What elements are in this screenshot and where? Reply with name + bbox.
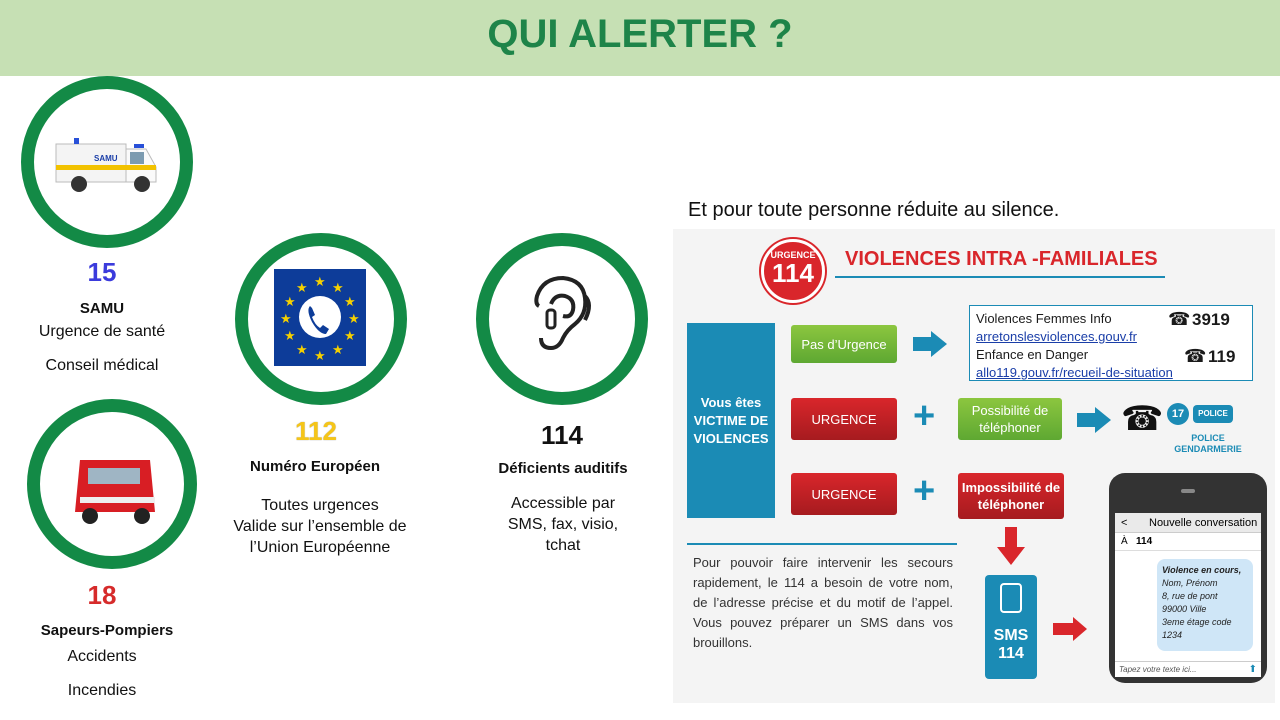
recipient-number: 114 — [1136, 536, 1153, 547]
infographic-heading: VIOLENCES INTRA -FAMILIALES — [845, 248, 1158, 270]
explain-text: Pour pouvoir faire intervenir les secours rapidement, le 114 a besoin de votre nom, de l’adresse précise et du motif de l’appel. Vous pouvez préparer un SMS dans vos brouillons. — [693, 555, 953, 650]
vfi-label: Violences Femmes Info — [976, 311, 1112, 326]
sms-line5: 1234 — [1162, 630, 1183, 640]
fire-truck-icon — [40, 412, 184, 556]
pompiers-label: Sapeurs-Pompiers — [40, 622, 174, 639]
plus-icon-1: + — [913, 395, 936, 437]
svg-text:★: ★ — [284, 295, 296, 310]
svg-text:★: ★ — [332, 281, 344, 296]
pompiers-number: 18 — [87, 580, 117, 610]
sms-line1: Nom, Prénom — [1162, 578, 1218, 588]
police-car-icon: POLICE — [1193, 405, 1233, 423]
eu-phone-icon — [248, 246, 394, 392]
svg-text:★: ★ — [344, 295, 356, 310]
message-input[interactable]: Tapez votre texte ici... — [1115, 661, 1261, 677]
phone-icon-3919: ☎ — [1168, 309, 1191, 329]
recipient-prefix: À — [1121, 536, 1128, 547]
svg-text:★: ★ — [284, 329, 296, 344]
sms-line4: 3eme étage code — [1162, 617, 1232, 627]
sourds-line2: SMS, fax, visio, — [507, 516, 619, 533]
sms-icon — [1000, 583, 1022, 613]
sms-bubble — [1157, 559, 1253, 651]
phone-call-icon: ☎ — [1121, 400, 1164, 438]
pompiers-line1: Accidents — [67, 648, 137, 665]
svg-text:★: ★ — [344, 329, 356, 344]
urgence-box-1: URGENCE — [791, 398, 897, 440]
sms-number: 114 — [998, 645, 1024, 662]
plus-icon-2: + — [913, 470, 936, 512]
svg-text:★: ★ — [314, 275, 326, 290]
phone-icon-119: ☎ — [1184, 346, 1207, 366]
intro-text: Et pour toute personne réduite au silence. — [688, 199, 1060, 221]
samu-label: SAMU — [79, 300, 125, 317]
phone-screen — [1115, 513, 1261, 677]
samu-line2: Conseil médical — [45, 357, 159, 374]
sms-label: SMS — [993, 627, 1029, 644]
police-label: POLICE GENDARMERIE — [1174, 433, 1242, 454]
ear-icon — [489, 246, 635, 392]
pompiers-line2: Incendies — [67, 682, 137, 699]
arrow-head-3 — [1073, 617, 1087, 641]
urgence-box-2: URGENCE — [791, 473, 897, 515]
svg-text:★: ★ — [314, 349, 326, 364]
pompiers-circle — [27, 399, 197, 569]
arrow-down-head — [997, 547, 1025, 565]
arrow-head-2 — [1095, 407, 1111, 433]
europe-number: 112 — [295, 416, 337, 446]
arrow-right-2 — [1077, 413, 1097, 427]
smartphone — [1109, 473, 1267, 683]
vfi-number: 3919 — [1192, 310, 1230, 329]
page-title: QUI ALERTER ? — [487, 12, 793, 56]
back-button[interactable]: < — [1121, 517, 1128, 529]
possible-box: Possibilité de téléphoner — [958, 398, 1062, 440]
send-icon[interactable]: ⬆ — [1248, 664, 1257, 675]
svg-text:SAMU: SAMU — [94, 154, 118, 163]
vfi-link[interactable]: arretonslesviolences.gouv.fr — [976, 329, 1137, 344]
phone-speaker — [1181, 489, 1195, 493]
arrow-head-1 — [931, 331, 947, 357]
sms-line3: 99000 Ville — [1162, 604, 1207, 614]
sms-title: Violence en cours, — [1162, 565, 1242, 575]
sourds-label: Déficients auditifs — [498, 460, 628, 477]
recipient-row — [1115, 533, 1261, 551]
europe-circle — [235, 233, 407, 405]
europe-line2: Valide sur l’ensemble de — [233, 518, 407, 535]
samu-line1: Urgence de santé — [38, 323, 166, 340]
arrow-down — [1005, 527, 1017, 549]
explain-rule — [687, 543, 957, 545]
samu-number: 15 — [87, 257, 117, 287]
europe-label: Numéro Européen — [249, 458, 381, 475]
conversation-header — [1115, 513, 1261, 533]
samu-circle — [21, 76, 193, 248]
impossible-box: Impossibilité de téléphoner — [958, 473, 1064, 519]
svg-text:★: ★ — [296, 281, 308, 296]
sourds-number: 114 — [541, 420, 583, 450]
ead-link[interactable]: allo119.gouv.fr/recueil-de-situation — [976, 365, 1173, 380]
badge-top: URGENCE — [770, 250, 816, 260]
sourds-line1: Accessible par — [510, 495, 616, 512]
sourds-line3: tchat — [545, 537, 581, 554]
sms-box — [985, 575, 1037, 679]
victim-box: Vous êtes VICTIME DE VIOLENCES — [687, 323, 775, 518]
ead-label: Enfance en Danger — [976, 347, 1089, 362]
europe-line1: Toutes urgences — [261, 497, 379, 514]
arrow-right-3 — [1053, 623, 1075, 635]
ambulance-icon — [34, 89, 180, 235]
heading-underline — [835, 276, 1165, 278]
info-box — [969, 305, 1253, 381]
europe-line3: l’Union Européenne — [249, 539, 391, 556]
svg-text:★: ★ — [332, 343, 344, 358]
sourds-circle — [476, 233, 648, 405]
urgence-114-badge — [761, 239, 825, 303]
conversation-title: Nouvelle conversation — [1149, 517, 1258, 529]
sms-line2: 8, rue de pont — [1162, 591, 1218, 601]
police-17-badge: 17 — [1167, 403, 1189, 425]
arrow-right-1 — [913, 337, 933, 351]
svg-text:★: ★ — [280, 312, 292, 327]
svg-text:★: ★ — [348, 312, 360, 327]
infographic-panel — [673, 229, 1275, 703]
title-banner — [0, 0, 1280, 76]
ead-number: 119 — [1208, 347, 1236, 366]
no-urgence-button: Pas d’Urgence — [791, 325, 897, 363]
badge-number: 114 — [772, 258, 814, 288]
svg-text:★: ★ — [296, 343, 308, 358]
